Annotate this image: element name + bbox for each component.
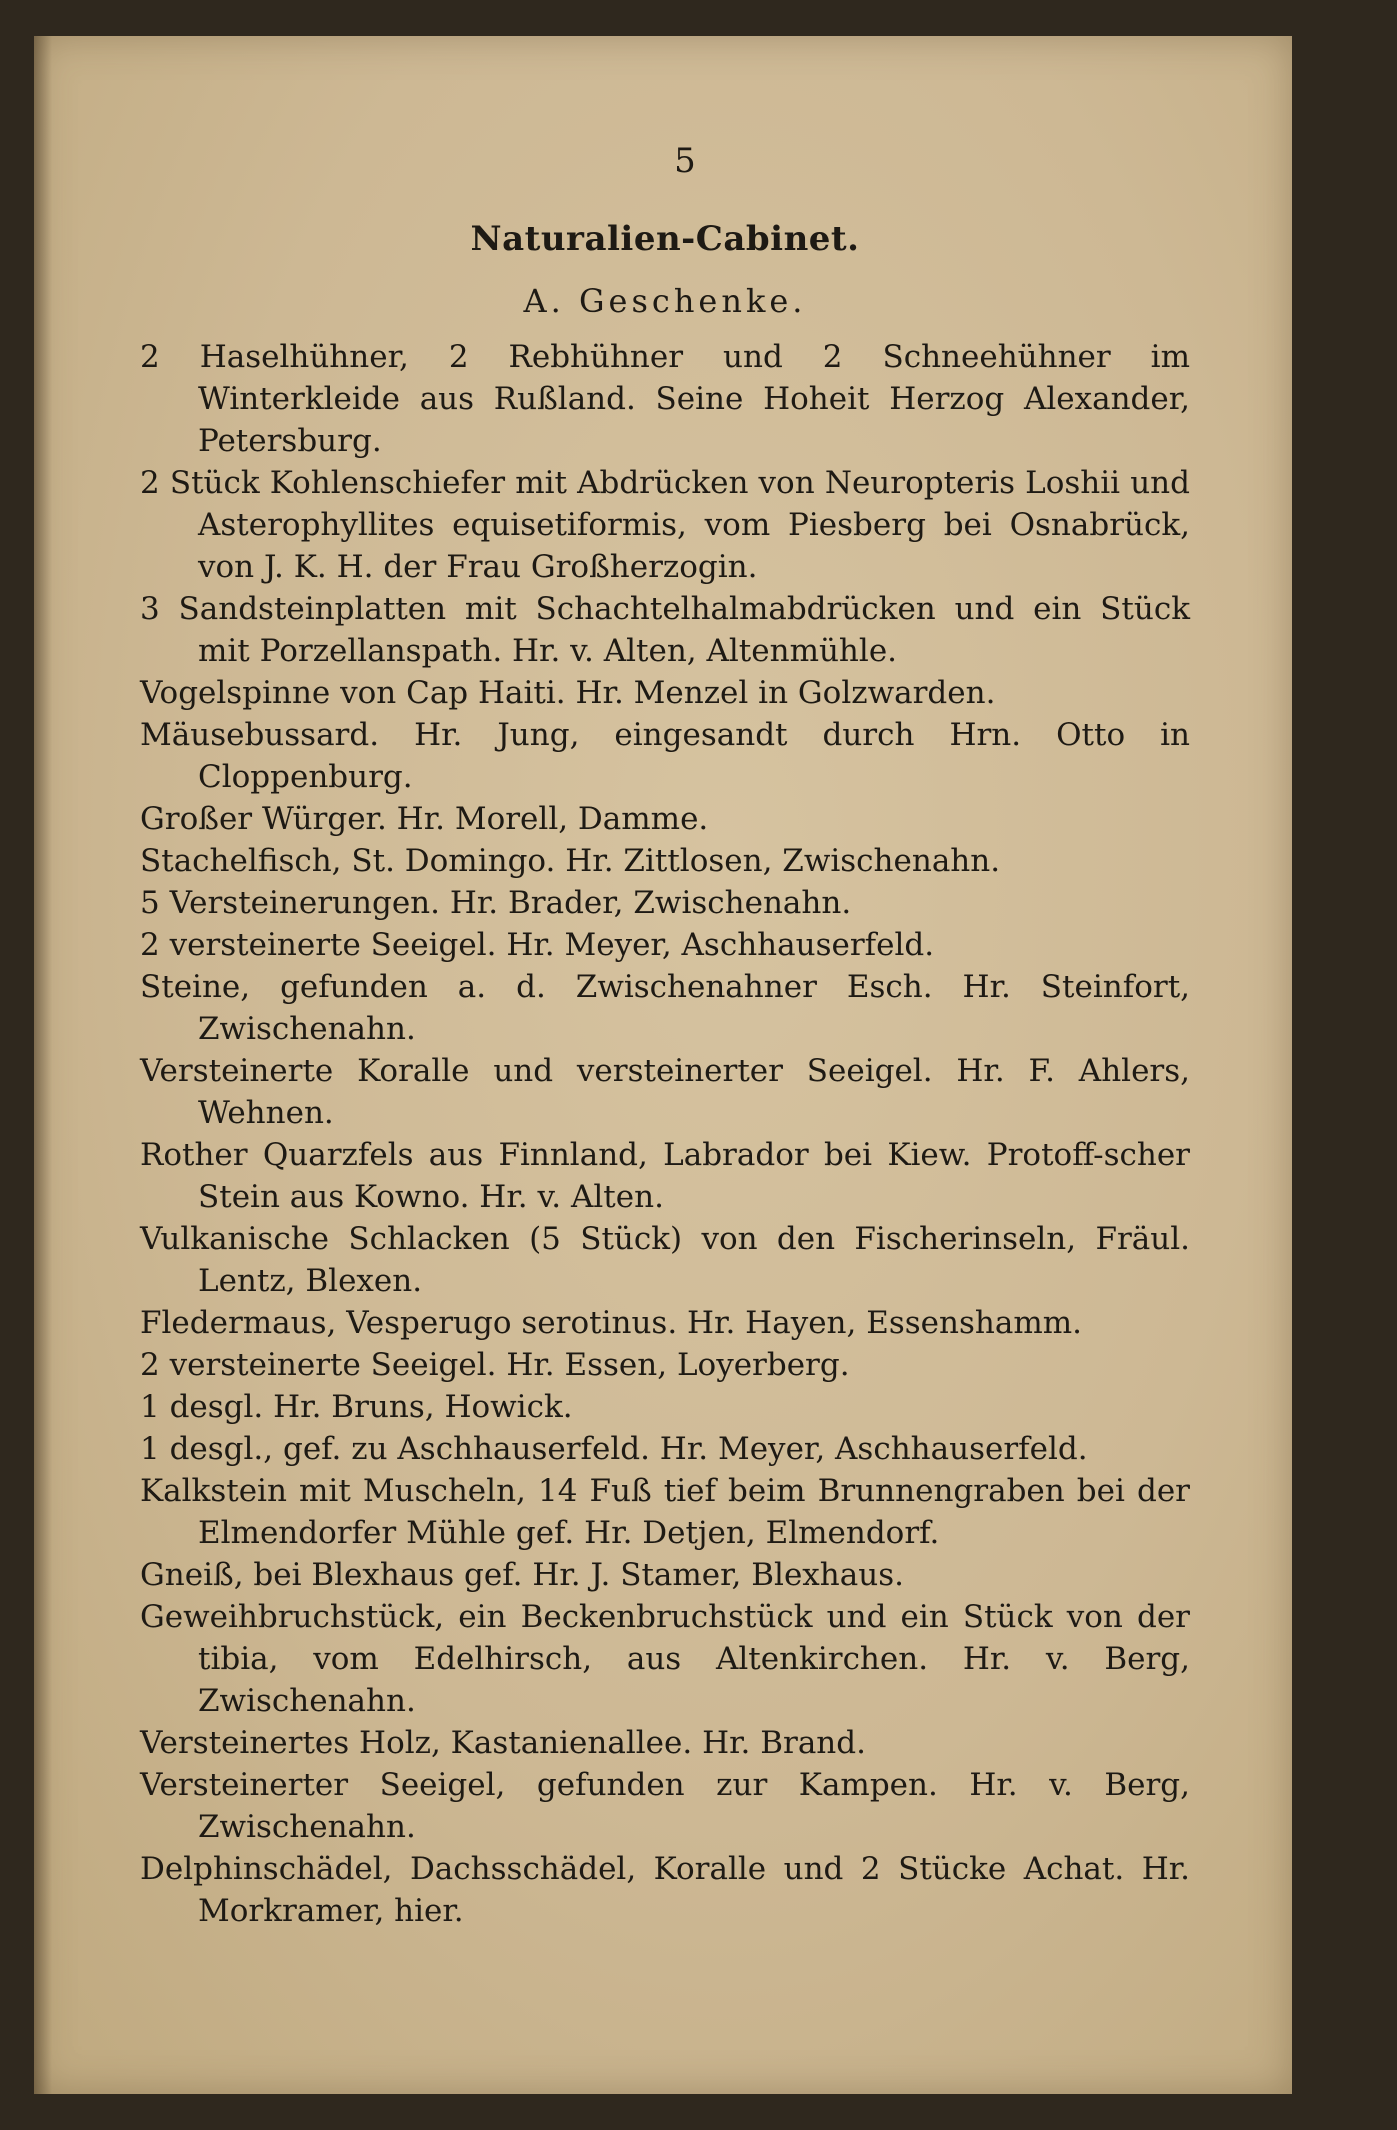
list-item: 1 desgl. Hr. Bruns, Howick. — [140, 1389, 573, 1425]
list-item: Mäusebussard. Hr. Jung, eingesandt durch Hrn. Otto in Cloppenburg. — [140, 717, 1190, 795]
list-item: Vulkanische Schlacken (5 Stück) von den Fischerinseln, Fräul. Lentz, Blexen. — [140, 1221, 1190, 1299]
list-item: 2 Haselhühner, 2 Rebhühner und 2 Schneehühner im Winterkleide aus Rußland. Seine Hoheit Herzog Alexander, Petersburg. — [140, 339, 1190, 459]
list-item: Versteinertes Holz, Kastanienallee. Hr. Brand. — [140, 1725, 866, 1761]
spine-shadow — [34, 36, 52, 2094]
page-text — [140, 140, 1190, 1932]
list-item: Stachelfisch, St. Domingo. Hr. Zittlosen, Zwischenahn. — [140, 843, 1001, 879]
list-item: Rother Quarzfels aus Finnland, Labrador bei Kiew. Protoff-scher Stein aus Kowno. Hr. v. Alten. — [140, 1137, 1190, 1215]
list-item: 3 Sandsteinplatten mit Schachtelhalmabdrücken und ein Stück mit Porzellanspath. Hr. v. Alten, Altenmühle. — [140, 591, 1190, 669]
list-item: Gneiß, bei Blexhaus gef. Hr. J. Stamer, Blexhaus. — [140, 1557, 904, 1593]
list-item: Großer Würger. Hr. Morell, Damme. — [140, 801, 709, 837]
section-heading: A. Geschenke. — [523, 282, 807, 320]
list-item: 2 Stück Kohlenschiefer mit Abdrücken von Neuropteris Loshii und Asterophyllites equisetiformis, vom Piesberg bei Osnabrück, von J. K. H. der Frau Großherzogin. — [140, 465, 1190, 585]
list-item: 2 versteinerte Seeigel. Hr. Meyer, Aschhauserfeld. — [140, 927, 935, 963]
list-item: Versteinerte Koralle und versteinerter Seeigel. Hr. F. Ahlers, Wehnen. — [140, 1053, 1190, 1131]
page-number: 5 — [674, 141, 696, 181]
list-item: 1 desgl., gef. zu Aschhauserfeld. Hr. Meyer, Aschhauserfeld. — [140, 1431, 1088, 1467]
list-item: Kalkstein mit Muscheln, 14 Fuß tief beim Brunnengraben bei der Elmendorfer Mühle gef. Hr. Detjen, Elmendorf. — [140, 1473, 1190, 1551]
list-item: Geweihbruchstück, ein Beckenbruchstück und ein Stück von der tibia, vom Edelhirsch, aus Altenkirchen. Hr. v. Berg, Zwischenahn. — [140, 1599, 1190, 1719]
list-item: Versteinerter Seeigel, gefunden zur Kampen. Hr. v. Berg, Zwischenahn. — [140, 1767, 1190, 1845]
page-title: Naturalien-Cabinet. — [470, 219, 860, 259]
list-item: Steine, gefunden a. d. Zwischenahner Esch. Hr. Steinfort, Zwischenahn. — [140, 969, 1190, 1047]
list-item: Vogelspinne von Cap Haiti. Hr. Menzel in Golzwarden. — [140, 675, 996, 711]
entry-list — [140, 336, 1190, 1932]
list-item: Fledermaus, Vesperugo serotinus. Hr. Hayen, Essenshamm. — [140, 1305, 1082, 1341]
list-item: 5 Versteinerungen. Hr. Brader, Zwischenahn. — [140, 885, 852, 921]
list-item: Delphinschädel, Dachsschädel, Koralle und 2 Stücke Achat. Hr. Morkramer, hier. — [140, 1851, 1190, 1929]
list-item: 2 versteinerte Seeigel. Hr. Essen, Loyerberg. — [140, 1347, 850, 1383]
